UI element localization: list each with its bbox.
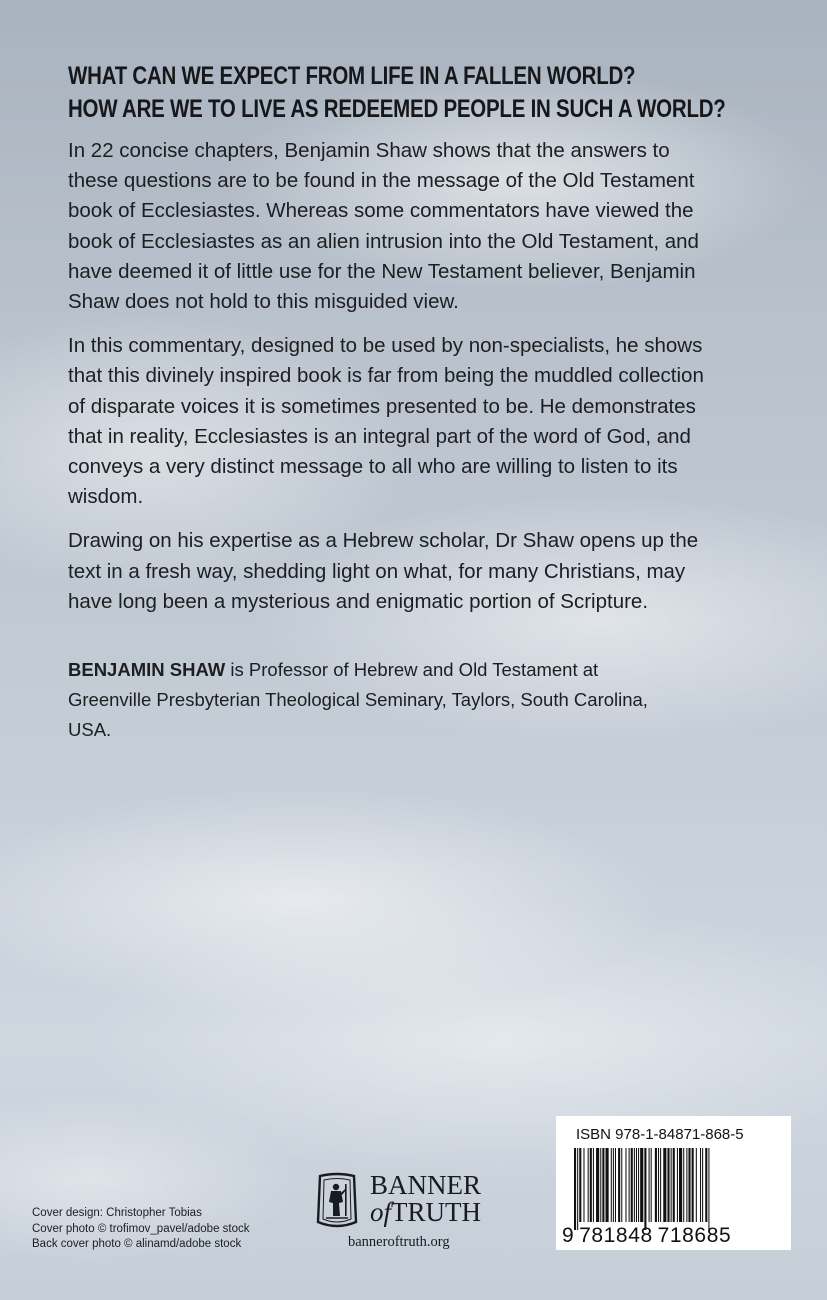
credit-cover-photo: Cover photo © trofimov_pavel/adobe stock — [32, 1222, 250, 1235]
barcode-bar — [655, 1148, 657, 1222]
barcode-bar — [696, 1148, 697, 1222]
publisher-url: banneroftruth.org — [348, 1234, 450, 1250]
author-bio — [68, 655, 668, 745]
barcode-bar — [611, 1148, 612, 1222]
barcode-bar — [640, 1148, 643, 1222]
publisher-logo-block — [312, 1166, 512, 1256]
barcode-bar — [593, 1148, 594, 1222]
credit-cover-design: Cover design: Christopher Tobias — [32, 1207, 202, 1219]
barcode-bar — [673, 1148, 675, 1222]
barcode-bar — [590, 1148, 592, 1222]
barcode-bar — [692, 1148, 694, 1222]
barcode-bar — [631, 1148, 633, 1222]
headline-line-2: HOW ARE WE TO LIVE AS REDEEMED PEOPLE IN SUCH A WORLD? — [68, 95, 726, 123]
isbn-barcode — [556, 1116, 791, 1250]
barcode-bar — [677, 1148, 678, 1222]
description-paragraph-3: Drawing on his expertise as a Hebrew scholar, Dr Shaw opens up the text in a fresh way, shedding light on what, for many Christians, may have long been a mysterious and enigmatic portion of Scripture. — [68, 529, 699, 613]
barcode-digit-group-2: 718685 — [657, 1224, 732, 1247]
barcode-bar — [688, 1148, 690, 1222]
barcode-bar — [679, 1148, 682, 1222]
barcode-bar — [621, 1148, 622, 1222]
barcode-bar — [574, 1148, 576, 1230]
publisher-name-line-1: BANNER — [370, 1170, 482, 1200]
barcode-digit-group-1: 781848 — [579, 1224, 653, 1247]
barcode-bar — [663, 1148, 666, 1222]
barcode-bar — [618, 1148, 620, 1222]
headline-line-1: WHAT CAN WE EXPECT FROM LIFE IN A FALLEN WORLD? — [68, 62, 636, 90]
barcode-bar — [638, 1148, 639, 1222]
barcode-bar — [606, 1148, 609, 1222]
barcode-bar — [708, 1148, 709, 1230]
headline — [68, 60, 726, 126]
barcode-bar — [625, 1148, 626, 1222]
barcode-bar — [636, 1148, 637, 1222]
barcode-bar — [705, 1148, 707, 1222]
barcode-digits — [562, 1224, 731, 1248]
barcode-bar — [651, 1148, 652, 1222]
barcode-bar — [613, 1148, 614, 1222]
description-paragraph-1: In 22 concise chapters, Benjamin Shaw shows that the answers to these questions are to be found in the message of the Old Testament book of Ecclesiastes. Whereas some commentators have viewed the book of Ecclesiastes as an alien intrusion into the Old Testament, and have deemed it of little use for the New Testament believer, Benjamin Shaw does not hold to this misguided view. — [68, 139, 699, 314]
isbn-label: ISBN 978-1-84871-868-5 — [576, 1126, 744, 1143]
publisher-name-line-2 — [370, 1199, 481, 1226]
barcode-bar — [634, 1148, 635, 1222]
barcode-bar — [686, 1148, 687, 1222]
barcode-bar — [658, 1148, 659, 1222]
publisher-name-of: of — [370, 1197, 392, 1227]
barcode-bar — [579, 1148, 581, 1222]
description-paragraph-2: In this commentary, designed to be used by non-specialists, he shows that this divinely inspired book is far from being the muddled collection of disparate voices it is sometimes presented to be. He demonstrates that in reality, Ecclesiastes is an integral part of the word of God, and conveys a very distinct message to all who are willing to listen to its wisdom. — [68, 334, 704, 509]
barcode-bar — [615, 1148, 616, 1222]
author-bio-text: is Professor of Hebrew and Old Testament at Greenville Presbyterian Theological Seminary, Taylors, South Carolina, USA. — [68, 659, 648, 741]
barcode-bar — [683, 1148, 684, 1222]
barcode-bar — [583, 1148, 584, 1222]
barcode-bar — [700, 1148, 701, 1222]
back-cover-text — [68, 60, 726, 745]
barcode-bar — [702, 1148, 703, 1222]
barcode-bar — [644, 1148, 646, 1230]
cover-credits — [32, 1206, 250, 1253]
barcode-bar — [667, 1148, 669, 1222]
publisher-name — [370, 1172, 481, 1226]
barcode-bar — [649, 1148, 650, 1222]
credit-back-cover-photo: Back cover photo © alinamd/adobe stock — [32, 1238, 242, 1250]
barcode-bar — [671, 1148, 672, 1222]
barcode-bar — [629, 1148, 630, 1222]
barcode-bar — [596, 1148, 599, 1222]
barcode-bar — [660, 1148, 661, 1222]
barcode-bar — [588, 1148, 589, 1222]
barcode-bar — [600, 1148, 601, 1222]
barcode-bar — [602, 1148, 604, 1222]
barcode-lead-digit: 9 — [562, 1224, 575, 1247]
banner-of-truth-logo-icon — [314, 1172, 360, 1230]
barcode-bars — [574, 1148, 774, 1230]
publisher-name-truth: TRUTH — [391, 1197, 482, 1227]
author-name: BENJAMIN SHAW — [68, 659, 226, 681]
barcode-bar — [577, 1148, 578, 1230]
